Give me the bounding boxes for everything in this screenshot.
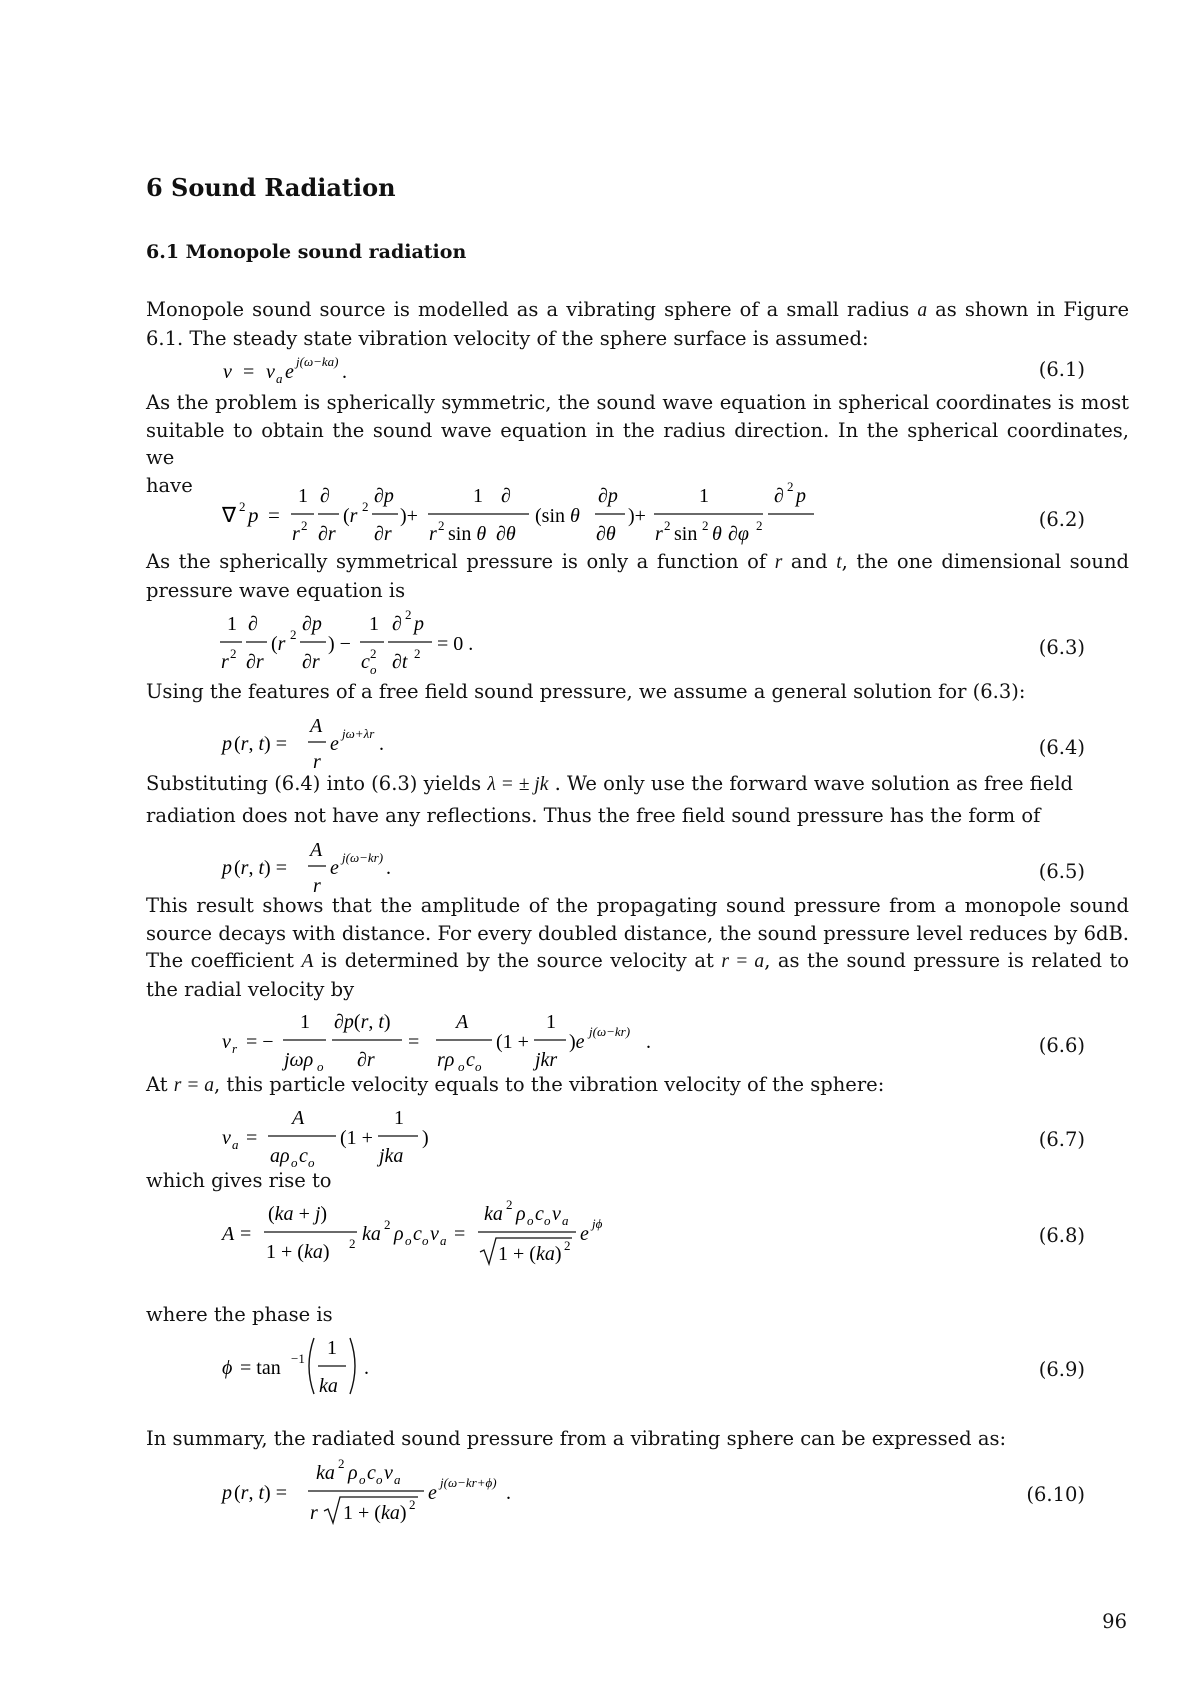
math-symbol: t [836,552,842,573]
text-span: is determined by the source velocity at [320,949,714,972]
paragraph-line: have [146,473,193,497]
svg-text:r: r [313,751,321,773]
svg-text:r: r [310,1502,318,1524]
svg-text:1: 1 [369,613,379,635]
section-title: 6.1 Monopole sound radiation [146,241,467,263]
svg-text:∂θ: ∂θ [596,523,616,545]
equation-number: (6.6) [1038,1034,1085,1057]
svg-text:1 + (ka): 1 + (ka) [498,1243,562,1265]
svg-text:(1 +: (1 + [340,1127,373,1149]
svg-text:sin: sin [674,523,698,545]
svg-text:r: r [655,523,663,545]
svg-text:2: 2 [787,479,794,494]
svg-text:1 + (ka): 1 + (ka) [343,1502,407,1524]
text-span: as shown in Figure [935,298,1130,321]
svg-text:2: 2 [384,1217,391,1232]
svg-text:(sin θ: (sin θ [535,505,580,527]
svg-text:a: a [394,1472,401,1487]
svg-text:= 0 .: = 0 . [437,633,474,655]
equation-graphic [146,1004,946,1076]
svg-text:ka: ka [484,1203,503,1225]
equation-6-3 [146,606,1129,678]
paragraph-line: This result shows that the amplitude of the propagating sound pressure from a monopole sound [146,894,1129,917]
equation-graphic [146,478,1046,548]
svg-text:j(ω−kr+ϕ): j(ω−kr+ϕ) [440,1475,497,1490]
equation-number: (6.4) [1038,736,1085,759]
svg-text:v: v [384,1462,393,1484]
equation-number: (6.7) [1038,1128,1085,1151]
svg-text:ka: ka [362,1223,381,1245]
svg-text:a: a [232,1137,239,1152]
paragraph-amplitude [146,892,1129,1003]
chapter-title: 6 Sound Radiation [146,173,396,202]
svg-text:r: r [232,1041,238,1056]
paragraph-particle-velocity [146,1071,1129,1100]
svg-text:.: . [506,1482,511,1504]
svg-text:) −: ) − [328,633,351,655]
math-inline: λ = ± jk [487,774,549,795]
svg-text:c: c [367,1462,376,1484]
equation-6-1 [146,354,1129,390]
svg-text:1: 1 [394,1107,404,1129]
svg-text:=: = [408,1031,420,1053]
svg-text:(1 +: (1 + [496,1031,529,1053]
svg-text:2: 2 [362,499,369,514]
svg-text:A: A [292,1107,305,1129]
svg-text:(r, t) =: (r, t) = [234,857,287,879]
math-symbol: r [774,552,783,573]
svg-text:c: c [535,1203,544,1225]
svg-text:o: o [458,1059,465,1074]
svg-text:2: 2 [564,1238,571,1253]
svg-text:(r, t) =: (r, t) = [234,1482,287,1504]
svg-text:−1: −1 [291,1351,305,1366]
svg-text:): ) [422,1127,429,1149]
svg-text:c: c [466,1049,475,1071]
paragraph-line: In summary, the radiated sound pressure from a vibrating sphere can be expressed as: [146,1427,1007,1450]
svg-text:∂r: ∂r [374,523,392,545]
equation-number: (6.10) [1026,1483,1085,1506]
svg-text:r: r [292,523,300,545]
svg-text:p: p [222,1482,232,1504]
svg-text:2: 2 [702,518,709,533]
svg-text:2: 2 [301,518,308,533]
math-symbol: a [917,300,928,321]
svg-text:ϕ: ϕ [222,1357,233,1379]
svg-text:jka: jka [379,1145,404,1167]
paragraph-line [146,947,1129,976]
svg-text:ρ: ρ [348,1462,358,1484]
paragraph-line: which gives rise to [146,1169,332,1192]
text-span: The coefficient [146,949,294,972]
paragraph-line: source decays with distance. For every doubled distance, the sound pressure level reduces by 6dB. [146,921,1129,945]
svg-text:o: o [291,1155,298,1170]
svg-text:1: 1 [327,1337,337,1359]
paragraph-line: pressure wave equation is [146,578,406,602]
svg-text:ka: ka [316,1462,335,1484]
equation-graphic [146,1196,946,1276]
svg-text:.: . [646,1031,651,1053]
svg-text:1: 1 [473,485,483,507]
svg-text:∂p: ∂p [374,485,394,507]
svg-text:o: o [308,1155,315,1170]
math-inline: r = a [721,951,765,972]
svg-text:= −: = − [246,1031,274,1053]
svg-text:2: 2 [506,1197,513,1212]
svg-text:∂: ∂ [501,485,511,507]
svg-text:.: . [386,857,391,879]
text-span: , as the sound pressure is related to [764,949,1130,972]
svg-text:a: a [440,1233,447,1248]
equation-graphic [146,1330,646,1400]
paragraph-substitution [146,768,1129,831]
svg-text:A: A [310,715,323,737]
svg-text:1: 1 [227,613,237,635]
svg-text:1: 1 [699,485,709,507]
paragraph-line: As the problem is spherically symmetric, the sound wave equation in spherical coordinates is most [146,391,1129,414]
svg-text:v: v [223,361,232,383]
svg-text:o: o [317,1059,324,1074]
svg-text:v: v [222,1031,231,1053]
svg-text:2: 2 [405,607,412,622]
equation-number: (6.9) [1038,1358,1085,1381]
svg-text:)+: )+ [400,505,418,527]
equation-6-2 [146,478,1129,548]
svg-text:e: e [580,1223,589,1245]
svg-text:o: o [422,1233,429,1248]
svg-text:sin θ: sin θ [448,523,487,545]
paragraph-intro [146,296,1129,352]
svg-text:jω+λr: jω+λr [342,726,375,741]
svg-text:e: e [330,857,339,879]
paragraph-line [146,296,1129,325]
svg-text:∂: ∂ [248,613,258,635]
equation-number: (6.8) [1038,1224,1085,1247]
paragraph-line [146,768,1129,800]
svg-text:.: . [364,1357,369,1379]
svg-text:=: = [246,1127,258,1149]
svg-text:o: o [527,1213,534,1228]
svg-text:1 + (ka): 1 + (ka) [266,1241,330,1263]
text-span: . We only use the forward wave solution as free field [554,772,1074,795]
svg-text:=: = [268,503,280,527]
svg-text:(r: (r [271,633,286,655]
svg-text:c: c [299,1145,308,1167]
svg-text:2: 2 [756,518,763,533]
svg-text:o: o [359,1472,366,1487]
svg-text:∂r: ∂r [318,523,336,545]
equation-graphic [146,1100,746,1170]
svg-text:=: = [243,361,255,383]
paragraph-general-solution [146,678,1129,706]
math-inline: r = a [173,1075,215,1096]
svg-text:∂: ∂ [392,613,402,635]
equation-6-7 [146,1100,1129,1170]
svg-text:∂φ: ∂φ [728,523,749,545]
svg-text:)e: )e [569,1031,585,1053]
text-span: and [790,550,828,573]
svg-text:o: o [405,1233,412,1248]
svg-text:.: . [342,361,347,383]
svg-text:A: A [222,1223,235,1245]
svg-text:jkr: jkr [535,1049,558,1071]
svg-text:o: o [370,662,377,677]
paragraph-pressure-function [146,548,1129,604]
svg-text:e: e [428,1482,437,1504]
svg-text:A: A [310,839,323,861]
svg-text:A: A [456,1011,469,1033]
svg-text:c: c [361,651,370,673]
svg-text:2: 2 [370,646,377,661]
equation-6-8 [146,1196,1129,1276]
svg-text:r: r [221,651,229,673]
paragraph-line: suitable to obtain the sound wave equation in the radius direction. In the spherical coordinates, we [146,418,1129,469]
svg-text:∂θ: ∂θ [496,523,516,545]
svg-text:e: e [285,361,294,383]
svg-text:p: p [796,485,806,507]
svg-text:∂p: ∂p [302,613,322,635]
equation-graphic [146,1455,846,1535]
svg-text:2: 2 [290,627,297,642]
svg-text:∇: ∇ [222,503,237,527]
svg-text:jωρ: jωρ [284,1049,314,1071]
svg-text:p: p [222,857,232,879]
svg-text:j(ω−ka): j(ω−ka) [296,354,339,369]
svg-text:= tan: = tan [240,1357,281,1379]
svg-text:∂p: ∂p [598,485,618,507]
svg-text:j(ω−kr): j(ω−kr) [589,1024,631,1039]
svg-text:j(ω−kr): j(ω−kr) [342,850,384,865]
svg-text:2: 2 [438,518,445,533]
svg-text:θ: θ [712,523,722,545]
svg-text:p: p [222,733,232,755]
svg-text:o: o [544,1213,551,1228]
equation-6-6 [146,1004,1129,1076]
svg-text:∂r: ∂r [302,651,320,673]
paragraph-gives-rise [146,1167,1129,1195]
text-span: , this particle velocity equals to the vibration velocity of the sphere: [214,1073,885,1096]
text-span: Monopole sound source is modelled as a vibrating sphere of a small radius [146,298,910,321]
svg-text:c: c [413,1223,422,1245]
svg-text:o: o [475,1059,482,1074]
paragraph-line: where the phase is [146,1303,333,1326]
paragraph-line: radiation does not have any reflections. Thus the free field sound pressure has the form of [146,804,1041,827]
svg-text:ρ: ρ [516,1203,526,1225]
text-span: As the spherically symmetrical pressure is only a function of [146,550,767,573]
svg-text:p: p [248,503,259,527]
svg-text:a: a [276,371,283,386]
svg-text:jϕ: jϕ [592,1216,603,1231]
svg-text:e: e [330,733,339,755]
equation-number: (6.1) [1038,358,1085,381]
paragraph-phase [146,1301,1129,1329]
svg-text:∂t: ∂t [392,651,408,673]
paragraph-line: the radial velocity by [146,977,355,1001]
svg-text:ρ: ρ [394,1223,404,1245]
svg-text:(ka + j): (ka + j) [268,1203,328,1225]
svg-text:∂: ∂ [774,485,784,507]
svg-text:∂r: ∂r [357,1049,375,1071]
equation-number: (6.5) [1038,860,1085,883]
paragraph-line: 6.1. The steady state vibration velocity of the sphere surface is assumed: [146,326,869,350]
paragraph-line [146,548,1129,577]
svg-text:aρ: aρ [270,1145,290,1167]
equation-graphic [146,606,846,678]
svg-text:2: 2 [349,1236,356,1251]
equation-number: (6.2) [1038,508,1085,531]
svg-text:v: v [266,361,275,383]
svg-text:ka: ka [319,1375,338,1397]
svg-text:r: r [313,875,321,897]
svg-text:2: 2 [230,646,237,661]
page-number: 96 [1102,1610,1127,1633]
equation-6-9 [146,1330,1129,1400]
svg-text:rρ: rρ [437,1049,455,1071]
svg-text:∂p(r, t): ∂p(r, t) [334,1011,391,1033]
svg-text:1: 1 [298,485,308,507]
text-span: , the one dimensional sound [841,550,1130,573]
svg-text:)+: )+ [628,505,646,527]
svg-text:2: 2 [338,1456,345,1471]
svg-text:v: v [222,1127,231,1149]
paragraph-line: Using the features of a free field sound pressure, we assume a general solution for (6.3): [146,680,1026,703]
svg-text:=: = [454,1223,466,1245]
svg-text:(r, t) =: (r, t) = [234,733,287,755]
svg-text:r: r [429,523,437,545]
equation-graphic [146,354,746,394]
paragraph-line [146,1071,1129,1100]
svg-text:2: 2 [409,1497,416,1512]
svg-text:o: o [376,1472,383,1487]
svg-text:v: v [430,1223,439,1245]
svg-text:∂: ∂ [320,485,330,507]
text-span: At [146,1073,168,1096]
paragraph-summary [146,1425,1129,1453]
svg-text:1: 1 [546,1011,556,1033]
svg-text:p: p [414,613,424,635]
svg-text:=: = [240,1223,252,1245]
svg-text:1: 1 [300,1011,310,1033]
svg-text:2: 2 [664,518,671,533]
svg-text:2: 2 [414,646,421,661]
equation-number: (6.3) [1038,636,1085,659]
math-symbol: A [301,951,314,972]
svg-text:a: a [562,1213,569,1228]
text-span: Substituting (6.4) into (6.3) yields [146,772,482,795]
svg-text:2: 2 [239,499,246,514]
svg-text:.: . [379,733,384,755]
svg-text:∂r: ∂r [246,651,264,673]
equation-6-10 [146,1455,1129,1535]
svg-text:(r: (r [343,505,358,527]
svg-text:v: v [552,1203,561,1225]
